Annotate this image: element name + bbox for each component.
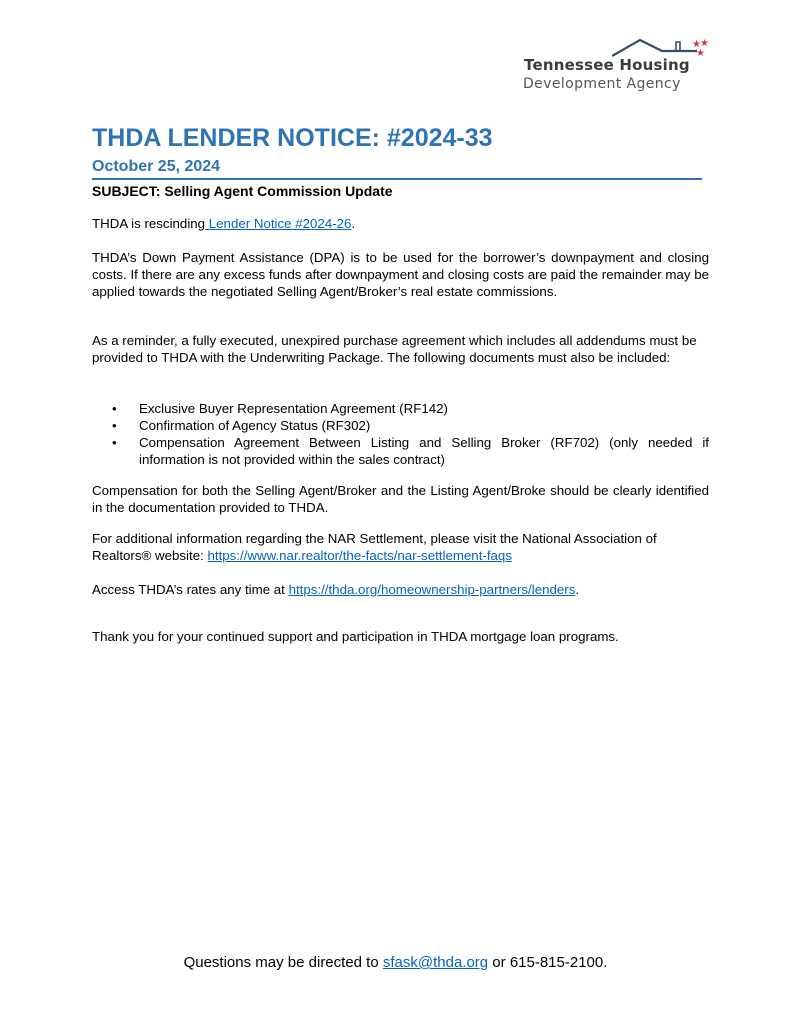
- thda-lenders-link[interactable]: https://thda.org/homeownership-partners/lenders: [288, 582, 576, 597]
- list-item: • Exclusive Buyer Representation Agreement (RF142): [112, 401, 448, 416]
- svg-text:★: ★: [696, 48, 705, 59]
- thda-logo: [520, 36, 720, 98]
- thank-you-paragraph: Thank you for your continued support and participation in THDA mortgage loan programs.: [92, 629, 619, 644]
- email-link[interactable]: sfask@thda.org: [382, 954, 489, 971]
- bullet-icon: •: [112, 401, 117, 416]
- bullet-icon: •: [112, 418, 117, 433]
- lender-notice-link[interactable]: Lender Notice #2024-26: [205, 216, 352, 231]
- list-item: • Confirmation of Agency Status (RF302): [112, 418, 371, 433]
- logo-subtitle: Development Agency: [523, 76, 681, 92]
- notice-subject: SUBJECT: Selling Agent Commission Update: [92, 183, 393, 199]
- bullet-icon: •: [112, 435, 117, 450]
- required-documents-list: [112, 400, 709, 468]
- svg-text:★: ★: [700, 38, 709, 49]
- nar-paragraph: For additional information regarding the NAR Settlement, please visit the National Association of Realtors® website: https://www.nar.realtor/the-facts/nar-settlement-faqs: [92, 531, 657, 563]
- logo-title: Tennessee Housing: [524, 56, 690, 74]
- rescind-paragraph: THDA is rescinding Lender Notice #2024-26.: [92, 216, 356, 231]
- nar-settlement-link[interactable]: https://www.nar.realtor/the-facts/nar-settlement-faqs: [207, 548, 512, 563]
- svg-text:★: ★: [692, 39, 701, 50]
- footer-contact: Questions may be directed to sfask@thda.org or 615-815-2100.: [183, 954, 608, 971]
- rates-paragraph: Access THDA’s rates any time at https://thda.org/homeownership-partners/lenders.: [92, 582, 580, 597]
- notice-date: October 25, 2024: [92, 158, 221, 175]
- notice-title: THDA LENDER NOTICE: #2024-33: [92, 124, 493, 152]
- dpa-paragraph: THDA’s Down Payment Assistance (DPA) is to be used for the borrower’s downpayment and closing costs. If there are any excess funds after downpayment and closing costs are paid the remainder may be applied towards the negotiated Selling Agent/Broker’s real estate commissions.: [92, 250, 709, 299]
- list-item: • Compensation Agreement Between Listing and Selling Broker (RF702) (only needed if information is not provided within the sales contract): [112, 435, 709, 467]
- compensation-paragraph: Compensation for both the Selling Agent/Broker and the Listing Agent/Broke should be clearly identified in the documentation provided to THDA.: [92, 483, 709, 515]
- reminder-paragraph: As a reminder, a fully executed, unexpired purchase agreement which includes all addendums must be provided to THDA with the Underwriting Package. The following documents must also be included:: [92, 333, 697, 365]
- title-divider: [92, 178, 702, 180]
